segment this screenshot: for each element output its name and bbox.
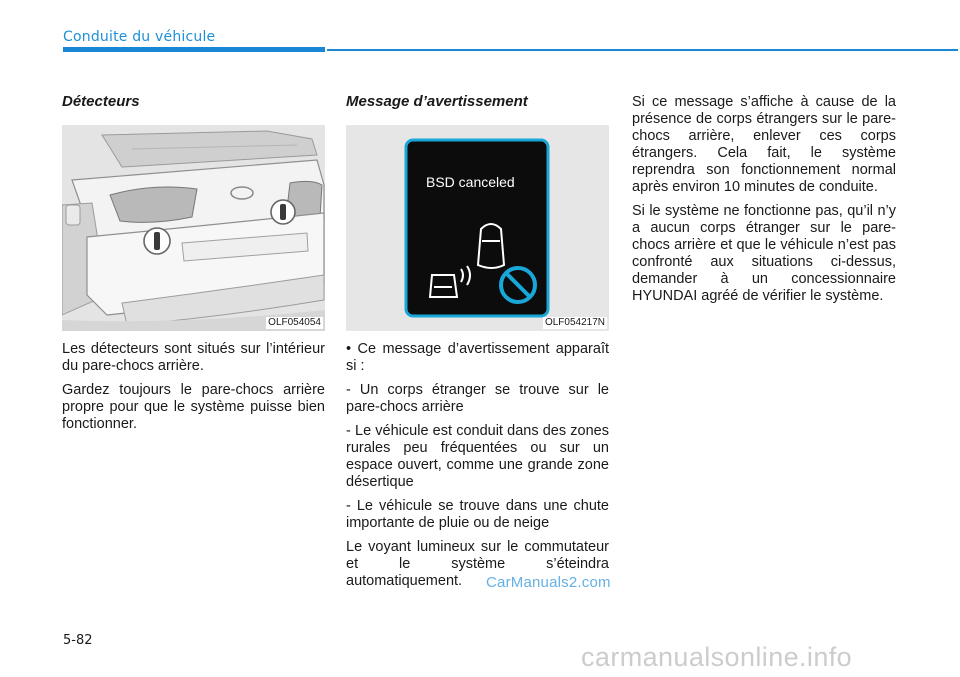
paragraph: • Ce message d’avertissement apparaît si : (346, 341, 609, 374)
column-instructions (632, 94, 896, 312)
display-message: BSD canceled (426, 174, 515, 190)
heading-message-avertissement: Message d’avertissement (346, 93, 528, 110)
figure-rear-bumper (62, 125, 325, 331)
sensors-text (62, 341, 325, 433)
warning-text (346, 341, 609, 590)
paragraph: Si le système ne fonctionne pas, qu’il n’y a aucun corps étranger sur le pare-chocs arrière et que le véhicule n’est pas confronté aux situations ci-dessus, demander à un concessionnaire HYUNDAI agréé de vérifier le système. (632, 203, 896, 304)
header-rule-accent (63, 47, 325, 52)
heading-detecteurs: Détecteurs (62, 93, 140, 110)
bsd-display-illustration (346, 125, 609, 331)
column-sensors (62, 93, 325, 440)
figure-code: OLF054217N (544, 317, 605, 328)
paragraph: Le voyant lumineux sur le commutateur et le système s’éteindra automatiquement. (346, 539, 609, 589)
column-warning (346, 93, 609, 597)
figure-cluster-display (346, 125, 609, 331)
figure-code: OLF054054 (268, 317, 321, 328)
paragraph: - Un corps étranger se trouve sur le pare-chocs arrière (346, 382, 609, 415)
section-title: Conduite du véhicule (63, 29, 216, 45)
paragraph: - Le véhicule est conduit dans des zones rurales peu fréquentées ou sur un espace ouvert, comme une grande zone désertique (346, 423, 609, 490)
paragraph: Les détecteurs sont situés sur l’intérieur du pare-chocs arrière. (62, 341, 325, 374)
paragraph: Gardez toujours le pare-chocs arrière propre pour que le système puisse bien fonctionner. (62, 382, 325, 432)
car-rear-illustration (62, 125, 325, 331)
page-number: 5-82 (63, 633, 93, 648)
watermark-overlay: CarManuals2.com (486, 574, 611, 591)
paragraph: Si ce message s’affiche à cause de la présence de corps étrangers sur le pare-chocs arrière, enlever ces corps étrangers. Cela fait, le système reprendra son fonctionnement normal après environ 10 minutes de conduite. (632, 94, 896, 195)
paragraph: - Le véhicule se trouve dans une chute importante de pluie ou de neige (346, 498, 609, 531)
watermark-bottom: carmanualsonline.info (581, 642, 853, 672)
header-rule (327, 49, 958, 51)
